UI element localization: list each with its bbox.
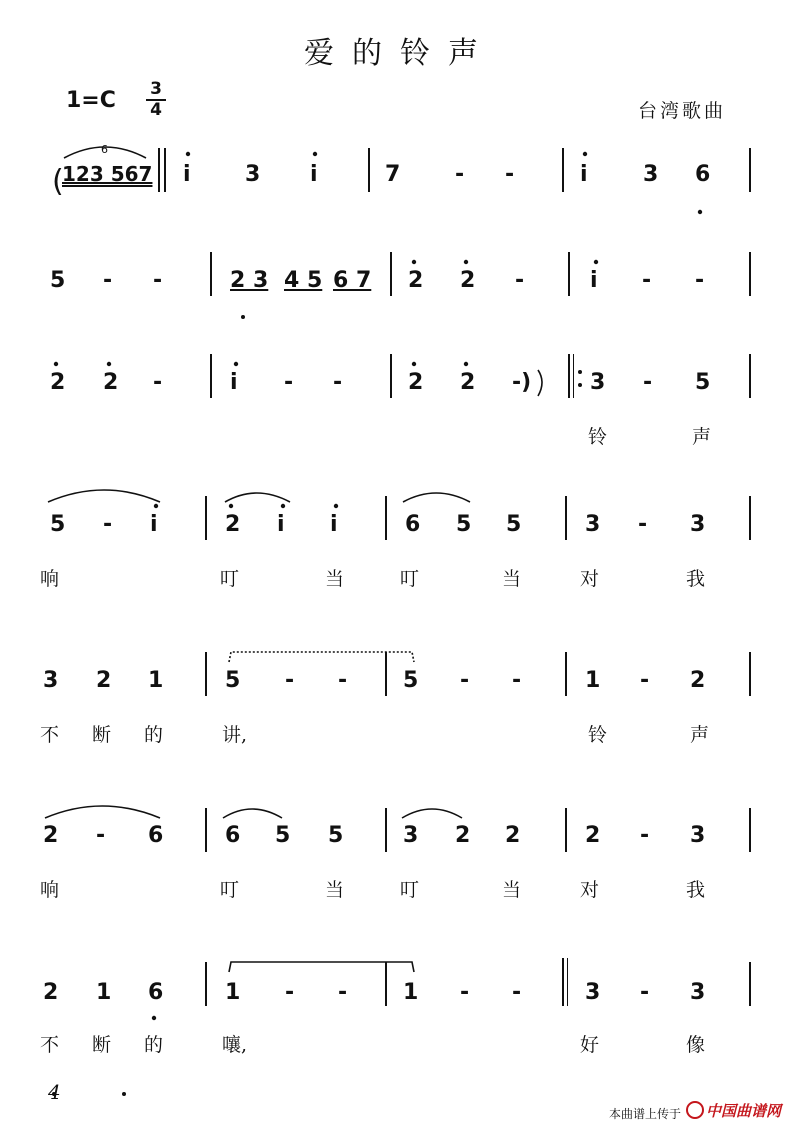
note: 3 xyxy=(690,823,706,848)
lyric: 铃 xyxy=(588,724,608,746)
time-signature-bottom: 4 xyxy=(150,100,162,120)
note: 6 xyxy=(695,162,711,187)
note: 5 xyxy=(456,512,472,537)
note: i xyxy=(183,162,191,187)
note: 6 xyxy=(148,823,164,848)
note: - xyxy=(505,162,515,187)
note: - xyxy=(512,980,522,1005)
note: -) xyxy=(512,370,532,395)
note: - xyxy=(638,512,648,537)
note: 2 xyxy=(408,268,424,293)
note: 5 xyxy=(225,668,241,693)
lyric: 我 xyxy=(686,879,706,901)
lyric: 对 xyxy=(580,879,600,901)
note: - xyxy=(285,980,295,1005)
lyric: 的 xyxy=(144,1034,164,1056)
note: 2 xyxy=(505,823,521,848)
note: - xyxy=(512,668,522,693)
note: 1 xyxy=(403,980,419,1005)
note: - xyxy=(640,980,650,1005)
lyric: 当 xyxy=(502,879,522,901)
upload-credit: 本曲谱上传于 xyxy=(609,1107,682,1121)
note: 2 xyxy=(408,370,424,395)
note: 1 xyxy=(585,668,601,693)
song-title: 爱的铃声 xyxy=(304,36,496,71)
note: 7 xyxy=(385,162,401,187)
lyric: 断 xyxy=(92,724,112,746)
note: 6 7 xyxy=(333,268,372,293)
note: i xyxy=(230,370,238,395)
note: 6 xyxy=(148,980,164,1005)
note: 2 xyxy=(50,370,66,395)
lyric: 不 xyxy=(40,1034,60,1056)
note: 3 xyxy=(590,370,606,395)
lyric: 叮 xyxy=(220,568,240,590)
note: - xyxy=(284,370,294,395)
note: 3 xyxy=(403,823,419,848)
note: 6 xyxy=(405,512,421,537)
lyric: 叮 xyxy=(220,879,240,901)
page-number: 4 xyxy=(48,1080,61,1104)
note: - xyxy=(285,668,295,693)
note: - xyxy=(153,370,163,395)
note: - xyxy=(338,980,348,1005)
lyric: 当 xyxy=(325,568,345,590)
note: - xyxy=(96,823,106,848)
note: 2 xyxy=(43,823,59,848)
site-logo-icon xyxy=(686,1101,704,1119)
note: 3 xyxy=(690,980,706,1005)
note: i xyxy=(330,512,338,537)
note: 5 xyxy=(328,823,344,848)
note: - xyxy=(640,823,650,848)
note: - xyxy=(455,162,465,187)
lyric: 断 xyxy=(92,1034,112,1056)
note: - xyxy=(695,268,705,293)
note: 3 xyxy=(643,162,659,187)
page-ornament xyxy=(122,1092,126,1096)
note: 3 xyxy=(585,512,601,537)
note: - xyxy=(515,268,525,293)
note: 5 xyxy=(403,668,419,693)
lyric: 嚷, xyxy=(222,1034,248,1056)
lyric: 叮 xyxy=(400,568,420,590)
note: 1 xyxy=(225,980,241,1005)
note: 2 xyxy=(460,370,476,395)
note: 2 xyxy=(225,512,241,537)
lyric: 响 xyxy=(40,568,60,590)
lyric: 我 xyxy=(686,568,706,590)
note: - xyxy=(460,668,470,693)
note: - xyxy=(103,268,113,293)
note: - xyxy=(642,268,652,293)
note: i xyxy=(277,512,285,537)
note: 1 xyxy=(148,668,164,693)
svg-text:6: 6 xyxy=(101,143,108,156)
note: - xyxy=(643,370,653,395)
lyric: 铃 xyxy=(588,426,608,448)
key-signature: 1=C xyxy=(66,88,116,113)
lyric: 声 xyxy=(692,426,712,448)
lyric: 叮 xyxy=(400,879,420,901)
note: - xyxy=(338,668,348,693)
note: 2 xyxy=(455,823,471,848)
note: 3 xyxy=(43,668,59,693)
lyric: 当 xyxy=(502,568,522,590)
note: 2 xyxy=(460,268,476,293)
lyric: 好 xyxy=(580,1034,600,1056)
song-origin: 台湾歌曲 xyxy=(638,100,727,122)
note: 2 xyxy=(96,668,112,693)
bracket-open: ( xyxy=(52,164,64,199)
note: - xyxy=(103,512,113,537)
time-signature-top: 3 xyxy=(146,80,166,101)
note: 2 xyxy=(103,370,119,395)
note: i xyxy=(310,162,318,187)
note: 5 xyxy=(50,268,66,293)
note: 123 567 xyxy=(62,162,153,186)
note: 5 xyxy=(50,512,66,537)
note: 5 xyxy=(275,823,291,848)
note: - xyxy=(640,668,650,693)
note: i xyxy=(580,162,588,187)
lyric: 响 xyxy=(40,879,60,901)
note: 5 xyxy=(506,512,522,537)
note: 6 xyxy=(225,823,241,848)
lyric: 的 xyxy=(144,724,164,746)
note: 2 xyxy=(43,980,59,1005)
note: i xyxy=(590,268,598,293)
note: 1 xyxy=(96,980,112,1005)
note: i xyxy=(150,512,158,537)
lyric: 像 xyxy=(686,1034,706,1056)
lyric: 讲, xyxy=(222,724,248,746)
note: 3 xyxy=(245,162,261,187)
lyric: 不 xyxy=(40,724,60,746)
note: - xyxy=(153,268,163,293)
lyric: 对 xyxy=(580,568,600,590)
site-logo[interactable]: 中国曲谱网 xyxy=(706,1102,782,1120)
note: 3 xyxy=(690,512,706,537)
note: 2 xyxy=(690,668,706,693)
note: - xyxy=(460,980,470,1005)
note: 5 xyxy=(695,370,711,395)
note: 2 3 xyxy=(230,268,269,293)
lyric: 声 xyxy=(690,724,710,746)
note: 4 5 xyxy=(284,268,323,293)
note: 3 xyxy=(585,980,601,1005)
lyric: 当 xyxy=(325,879,345,901)
note: - xyxy=(333,370,343,395)
note: 2 xyxy=(585,823,601,848)
